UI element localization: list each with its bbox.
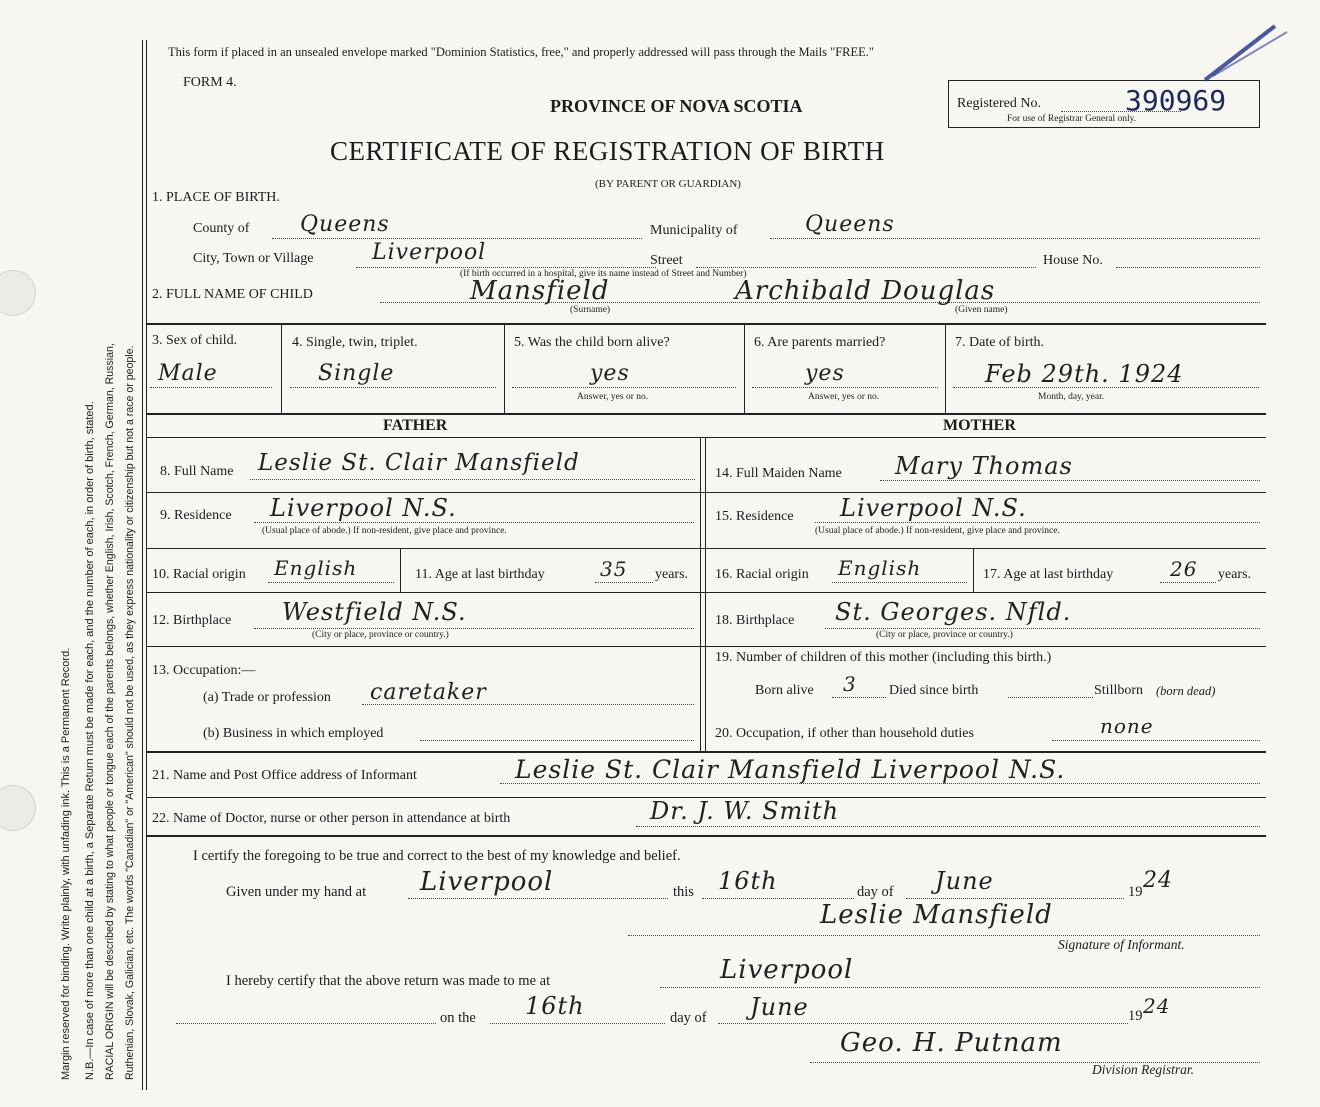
stillborn-label: Stillborn xyxy=(1094,683,1144,698)
mother-heading: MOTHER xyxy=(943,417,1016,434)
binding-hole-bottom xyxy=(0,785,36,831)
row-sep-5 xyxy=(146,646,1266,647)
registrar-signature: Geo. H. Putnam xyxy=(840,1028,1063,1058)
informant-signature-label: Signature of Informant. xyxy=(1058,937,1185,952)
place-heading: 1. PLACE OF BIRTH. xyxy=(152,190,280,205)
doctor-value: Dr. J. W. Smith xyxy=(650,797,840,825)
informant-signature-line xyxy=(628,935,1260,936)
registrar-year-prefix: 19 xyxy=(1128,1008,1143,1024)
alive-label: 5. Was the child born alive? xyxy=(514,335,670,350)
married-line xyxy=(752,387,938,388)
father-name-label: 8. Full Name xyxy=(160,464,234,479)
mother-abode-note: (Usual place of abode.) If non-resident, give place and province. xyxy=(815,526,1060,536)
father-racial-line xyxy=(268,582,394,583)
mother-name-line xyxy=(880,480,1260,481)
father-residence-value: Liverpool N.S. xyxy=(270,494,457,522)
registrar-month-line xyxy=(718,1023,1128,1024)
born-alive-line xyxy=(832,697,886,698)
date-label: 7. Date of birth. xyxy=(955,335,1045,350)
given-month-line xyxy=(906,898,1124,899)
registrar-signature-label: Division Registrar. xyxy=(1092,1062,1195,1077)
certify-statement: I certify the foregoing to be true and correct to the best of my knowledge and belief. xyxy=(193,848,681,864)
informant-label: 21. Name and Post Office address of Informant xyxy=(152,768,417,783)
single-label: 4. Single, twin, triplet. xyxy=(292,335,418,350)
registrar-month-value: June xyxy=(750,993,809,1021)
single-value: Single xyxy=(318,361,395,386)
house-line xyxy=(1116,267,1260,268)
sex-line xyxy=(150,387,272,388)
mother-racial-value: English xyxy=(838,556,922,580)
margin-line-3: RACIAL ORIGIN will be described by stating to what people or tongue each of the parents belongs, whether English, Irish, Scotch, French, German, Russian, xyxy=(104,343,116,1080)
registered-label: Registered No. xyxy=(957,96,1041,111)
registrar-note: For use of Registrar General only. xyxy=(1007,114,1137,124)
section-rule-mid xyxy=(146,413,1266,415)
born-alive-value: 3 xyxy=(843,672,857,696)
given-day-of-label: day of xyxy=(857,884,894,900)
child-name-label: 2. FULL NAME OF CHILD xyxy=(152,287,313,302)
municipality-line xyxy=(770,238,1260,239)
father-abode-note: (Usual place of abode.) If non-resident, give place and province. xyxy=(262,526,507,536)
mother-occupation-value: none xyxy=(1100,714,1154,738)
margin-line-4: Ruthenian, Slovak, Galician, etc. The words "Canadian" or "American" should not be used, as they express nationality or citizenship but not a race or people. xyxy=(124,345,136,1080)
mother-age-label: 17. Age at last birthday xyxy=(983,567,1114,582)
father-birthplace-line xyxy=(254,628,694,629)
section-rule-top xyxy=(146,323,1266,325)
mother-residence-value: Liverpool N.S. xyxy=(840,494,1027,522)
this-label: this xyxy=(673,884,694,900)
mother-residence-line xyxy=(815,522,1260,523)
registrar-lead-line xyxy=(176,1023,436,1024)
alive-value: yes xyxy=(590,361,630,386)
mother-name-value: Mary Thomas xyxy=(895,452,1073,480)
business-line xyxy=(420,740,694,741)
registrar-day-of-label: day of xyxy=(670,1010,707,1026)
mother-occupation-line xyxy=(1052,740,1260,741)
date-note: Month, day, year. xyxy=(1038,392,1105,402)
father-age-line xyxy=(595,582,653,583)
pen-mark-icon xyxy=(1195,18,1295,88)
registered-line xyxy=(1061,111,1181,112)
mother-racial-line xyxy=(832,582,967,583)
province-heading: PROVINCE OF NOVA SCOTIA xyxy=(550,96,803,116)
trade-label: (a) Trade or profession xyxy=(203,690,331,705)
parents-divider-2 xyxy=(705,437,706,752)
died-line xyxy=(1008,697,1093,698)
given-day-value: 16th xyxy=(718,867,778,895)
row-sep-8 xyxy=(146,835,1266,837)
single-line xyxy=(290,387,496,388)
mother-birthplace-line xyxy=(825,628,1260,629)
municipality-value: Queens xyxy=(805,212,895,237)
father-name-line xyxy=(250,479,695,480)
father-residence-label: 9. Residence xyxy=(160,508,232,523)
row-sep-2 xyxy=(146,492,1266,493)
form-number: FORM 4. xyxy=(183,75,237,90)
mother-age-line xyxy=(1160,582,1216,583)
sex-value: Male xyxy=(158,361,218,386)
father-birthplace-value: Westfield N.S. xyxy=(282,598,467,626)
street-line xyxy=(696,267,1036,268)
married-label: 6. Are parents married? xyxy=(754,335,886,350)
doctor-label: 22. Name of Doctor, nurse or other person in attendance at birth xyxy=(152,811,511,826)
married-note: Answer, yes or no. xyxy=(808,392,880,402)
father-name-value: Leslie St. Clair Mansfield xyxy=(258,450,580,476)
row-sep-1 xyxy=(146,437,1266,438)
mother-occupation-label: 20. Occupation, if other than household duties xyxy=(715,726,974,741)
certificate-subtitle: (BY PARENT OR GUARDIAN) xyxy=(595,178,741,190)
city-label: City, Town or Village xyxy=(193,251,314,266)
mail-notice: This form if placed in an unsealed envelope marked "Dominion Statistics, free," and properly addressed will pass through the Mails "FREE." xyxy=(168,45,875,59)
married-value: yes xyxy=(805,361,845,386)
mother-racial-label: 16. Racial origin xyxy=(715,567,809,582)
registrar-year-value: 24 xyxy=(1143,994,1171,1018)
registrar-place-line xyxy=(660,987,1260,988)
parents-divider xyxy=(700,437,701,752)
registrar-place-value: Liverpool xyxy=(720,955,854,985)
county-value: Queens xyxy=(300,212,390,237)
given-note: (Given name) xyxy=(955,305,1008,315)
father-age-value: 35 xyxy=(600,557,628,581)
father-racial-value: English xyxy=(274,556,358,580)
father-birthplace-label: 12. Birthplace xyxy=(152,613,232,628)
margin-rule-inner xyxy=(146,40,147,1090)
given-under-label: Given under my hand at xyxy=(226,884,367,900)
county-line xyxy=(272,238,642,239)
county-label: County of xyxy=(193,221,250,236)
hospital-note: (If birth occurred in a hospital, give its name instead of Street and Number) xyxy=(460,269,747,279)
street-label: Street xyxy=(650,253,683,268)
col-divider-2 xyxy=(504,325,505,415)
registrar-day-value: 16th xyxy=(525,992,585,1020)
col-divider-3 xyxy=(744,325,745,415)
given-year-prefix: 19 xyxy=(1128,884,1143,900)
mother-name-label: 14. Full Maiden Name xyxy=(715,466,842,481)
row-sep-6 xyxy=(146,751,1266,753)
margin-line-2: N.B.—In case of more than one child at a birth, a Separate Return must be made for each, and the number of each, in order of birth, stated. xyxy=(84,401,96,1080)
binding-hole-top xyxy=(0,270,36,316)
col-divider-4 xyxy=(945,325,946,415)
father-residence-line xyxy=(254,522,694,523)
given-place-value: Liverpool xyxy=(420,867,554,897)
father-years: years. xyxy=(655,567,689,582)
doctor-line xyxy=(636,826,1260,827)
child-surname: Mansfield xyxy=(470,276,610,306)
registrar-day-line xyxy=(490,1023,665,1024)
city-line xyxy=(356,267,656,268)
alive-note: Answer, yes or no. xyxy=(577,392,649,402)
registrar-on-label: on the xyxy=(440,1010,476,1026)
father-heading: FATHER xyxy=(383,417,448,434)
row-sep-4 xyxy=(146,592,1266,593)
registered-number: 390969 xyxy=(1125,84,1227,117)
trade-value: caretaker xyxy=(370,680,487,705)
mother-birthplace-note: (City or place, province or country.) xyxy=(876,630,1013,640)
father-racial-divider xyxy=(400,549,401,592)
municipality-label: Municipality of xyxy=(650,223,738,238)
mother-birthplace-value: St. Georges. Nfld. xyxy=(835,598,1072,626)
informant-value: Leslie St. Clair Mansfield Liverpool N.S. xyxy=(515,755,1066,784)
given-year-value: 24 xyxy=(1143,868,1173,893)
registrar-statement: I hereby certify that the above return was made to me at xyxy=(226,973,551,989)
father-birthplace-note: (City or place, province or country.) xyxy=(312,630,449,640)
died-label: Died since birth xyxy=(889,683,979,698)
mother-birthplace-label: 18. Birthplace xyxy=(715,613,795,628)
given-month-value: June xyxy=(935,867,994,895)
mother-residence-label: 15. Residence xyxy=(715,509,794,524)
mother-years: years. xyxy=(1218,567,1252,582)
father-age-label: 11. Age at last birthday xyxy=(415,567,545,582)
given-place-line xyxy=(408,898,668,899)
alive-line xyxy=(512,387,736,388)
house-label: House No. xyxy=(1043,253,1103,268)
given-day-line xyxy=(702,898,854,899)
row-sep-3 xyxy=(146,548,1266,549)
mother-age-value: 26 xyxy=(1170,557,1198,581)
margin-line-1: Margin reserved for binding. Write plainly, with unfading ink. This is a Permanent Record. xyxy=(60,647,72,1080)
father-occupation-label: 13. Occupation:— xyxy=(152,663,256,678)
surname-note: (Surname) xyxy=(570,305,611,315)
margin-rule xyxy=(142,40,143,1090)
business-label: (b) Business in which employed xyxy=(203,726,384,741)
father-racial-label: 10. Racial origin xyxy=(152,567,246,582)
child-given-name: Archibald Douglas xyxy=(735,276,996,306)
children-label: 19. Number of children of this mother (including this birth.) xyxy=(715,650,1052,665)
city-value: Liverpool xyxy=(372,240,487,265)
date-value: Feb 29th. 1924 xyxy=(985,360,1184,388)
sex-label: 3. Sex of child. xyxy=(152,333,238,348)
stillborn-note: (born dead) xyxy=(1156,684,1216,698)
mother-racial-divider xyxy=(973,549,974,592)
born-alive-label: Born alive xyxy=(755,683,814,698)
certificate-title: CERTIFICATE OF REGISTRATION OF BIRTH xyxy=(330,136,885,166)
informant-signature: Leslie Mansfield xyxy=(820,900,1053,930)
col-divider-1 xyxy=(281,325,282,415)
